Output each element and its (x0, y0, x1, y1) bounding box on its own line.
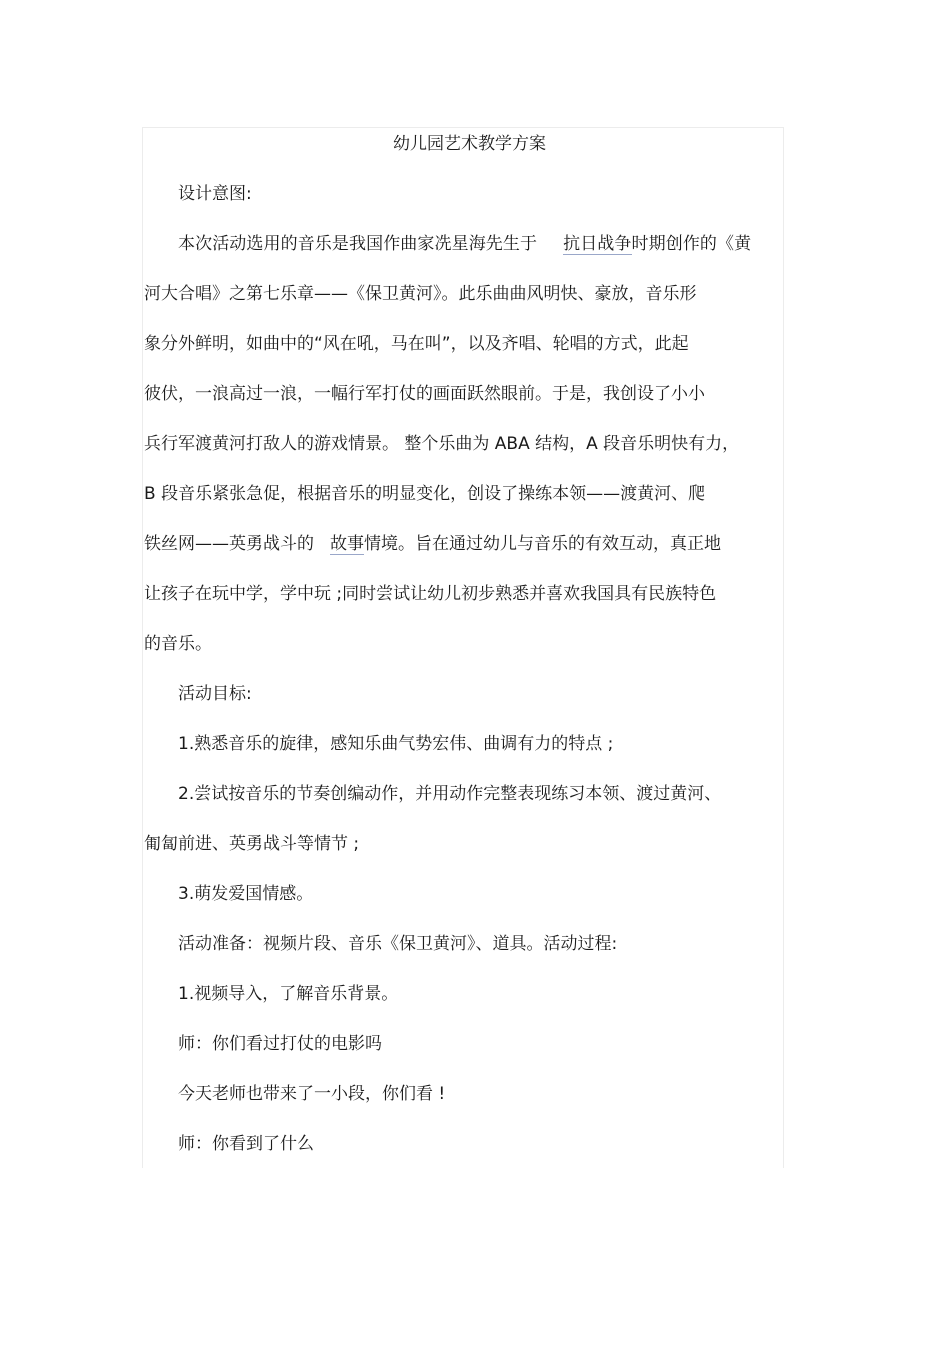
document-title: 幼儿园艺术教学方案 (393, 134, 546, 154)
dialog-3: 师：你看到了什么 (178, 1134, 314, 1154)
intent-line-1 (178, 233, 751, 255)
preparation: 活动准备：视频片段、音乐《保卫黄河》、道具。活动过程: (178, 934, 618, 954)
intent-line-9: 的音乐。 (144, 634, 212, 654)
dialog-2: 今天老师也带来了一小段，你们看 ! (178, 1084, 446, 1104)
intent-heading: 设计意图: (178, 184, 252, 204)
intent-line-7 (144, 533, 721, 555)
goal-1: 1.熟悉音乐的旋律，感知乐曲气势宏伟、曲调有力的特点 ; (178, 734, 614, 754)
goal-3: 3.萌发爱国情感。 (178, 884, 314, 904)
goal-2-cont: 匍匐前进、英勇战斗等情节 ; (144, 834, 360, 854)
goal-2: 2.尝试按音乐的节奏创编动作，并用动作完整表现练习本领、渡过黄河、 (178, 784, 722, 804)
intent-text: 铁丝网——英勇战斗的 (144, 534, 314, 554)
intent-line-5: 兵行军渡黄河打敌人的游戏情景。 整个乐曲为 ABA 结构，A 段音乐明快有力， (144, 434, 740, 454)
intent-line-8: 让孩子在玩中学，学中玩 ;同时尝试让幼儿初步熟悉并喜欢我国具有民族特色 (144, 584, 717, 604)
story-link[interactable]: 故事 (330, 534, 364, 554)
war-link[interactable]: 抗日战争 (563, 234, 632, 254)
dialog-1: 师：你们看过打仗的电影吗 (178, 1034, 382, 1054)
intent-text: 时期创作的《黄 (631, 234, 752, 254)
intent-text: 情境。旨在通过幼儿与音乐的有效互动，真正地 (364, 534, 721, 554)
goals-heading: 活动目标: (178, 684, 252, 704)
intent-text: 本次活动选用的音乐是我国作曲家冼星海先生于 (178, 234, 538, 254)
intent-line-6: B 段音乐紧张急促，根据音乐的明显变化，创设了操练本领——渡黄河、爬 (144, 484, 706, 504)
intent-line-3: 象分外鲜明，如曲中的“风在吼，马在叫”，以及齐唱、轮唱的方式，此起 (144, 334, 689, 354)
intent-line-2: 河大合唱》之第七乐章——《保卫黄河》。此乐曲曲风明快、豪放，音乐形 (144, 284, 697, 304)
intent-line-4: 彼伏，一浪高过一浪，一幅行军打仗的画面跃然眼前。于是，我创设了小小 (144, 384, 705, 404)
step-1: 1.视频导入，了解音乐背景。 (178, 984, 399, 1004)
